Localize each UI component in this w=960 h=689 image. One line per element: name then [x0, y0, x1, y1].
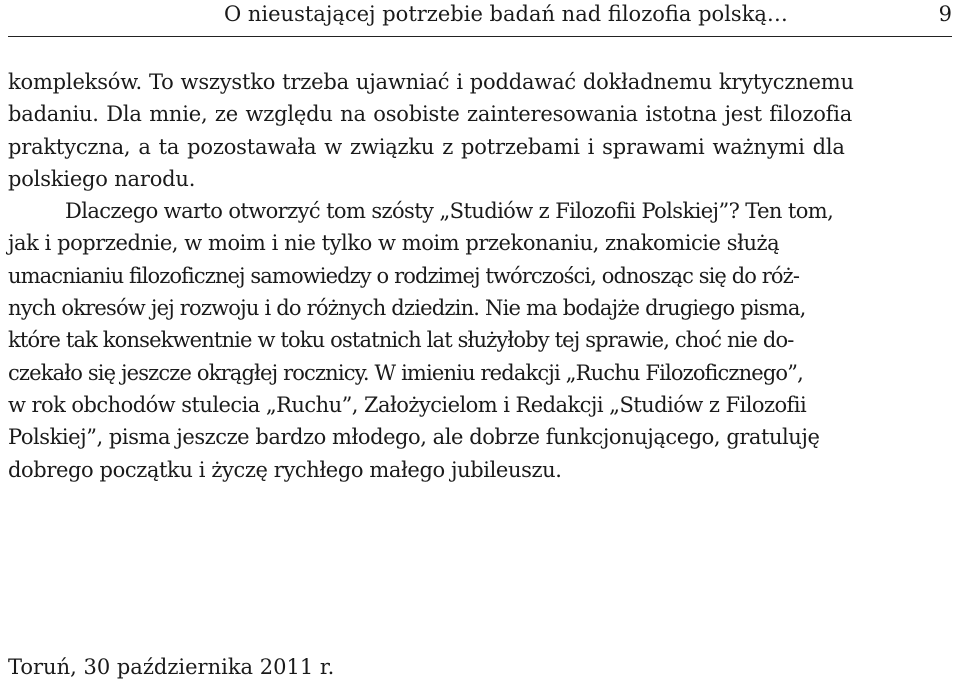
text-line: badaniu. Dla mnie, ze względu na osobiste zainteresowania istotna jest filozofia	[8, 102, 853, 127]
running-title: O nieustającej potrzebie badań nad filozofia polską…	[224, 2, 788, 26]
place-date-signature: Toruń, 30 października 2011 r.	[8, 655, 335, 679]
text-line: kompleksów. To wszystko trzeba ujawniać i poddawać dokładnemu krytycznemu	[8, 70, 854, 94]
header-rule	[8, 36, 952, 37]
page-header	[0, 0, 960, 40]
text-line: polskiego narodu.	[8, 166, 196, 191]
page-number: 9	[938, 2, 952, 26]
text-line: jak i poprzednie, w moim i nie tylko w moim przekonaniu, znakomicie służą	[8, 231, 780, 256]
text-line: Polskiej”, pisma jeszcze bardzo młodego, ale dobrze funkcjonującego, gratuluję	[8, 425, 820, 450]
text-line: dobrego początku i życzę rychłego małego jubileuszu.	[8, 457, 562, 482]
text-line: czekało się jeszcze okrągłej rocznicy. W imieniu redakcji „Ruchu Filozoficznego”,	[8, 360, 803, 385]
text-line: praktyczna, a ta pozostawała w związku z potrzebami i sprawami ważnymi dla	[8, 134, 845, 159]
body-text	[8, 66, 952, 486]
text-line: umacnianiu filozoficznej samowiedzy o rodzimej twórczości, odnosząc się do róż-	[8, 263, 800, 288]
text-line: które tak konsekwentnie w toku ostatnich lat służyłoby tej sprawie, choć nie do-	[8, 328, 794, 353]
text-line: nych okresów jej rozwoju i do różnych dziedzin. Nie ma bodajże drugiego pisma,	[8, 296, 806, 321]
text-line: Dlaczego warto otworzyć tom szósty „Studiów z Filozofii Polskiej”? Ten tom,	[65, 199, 834, 224]
text-line: w rok obchodów stulecia „Ruchu”, Założycielom i Redakcji „Studiów z Filozofii	[8, 392, 807, 417]
